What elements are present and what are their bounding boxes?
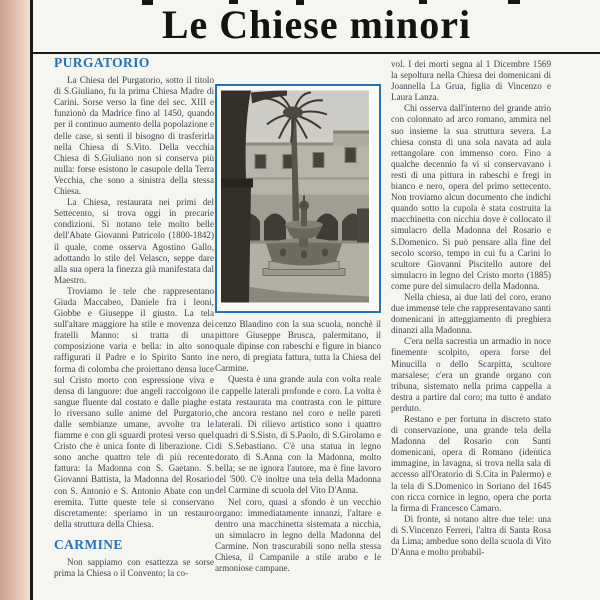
page-frame-top-line — [33, 52, 600, 54]
paragraph: C'era nella sacrestia un armadio in noce finemente scolpito, opera forse del Minucilla o dello Scarpitta, scultore marsalese; c'era un grande organo con tribuna, sistemato nella prima cappella a destra a partire dal coro; ma tutto è andato perduto. — [391, 336, 551, 413]
courtyard-photo-illustration — [221, 90, 369, 303]
left-column — [54, 57, 214, 600]
paragraph: Troviamo le tele che rappresentano Giuda Maccabeo, Daniele fra i leoni, Giobbe e Giuseppe il giusto. La tela sull'altare maggiore ha stile e movenza dei fratelli Manno: si tratta di una composizione varia e bella: in alto sono raffigurati il Padre e lo Spirito Santo in forma di colomba che proiettano densa luce sul Cristo morto con espressione viva e densa di languore: due angeli raccolgono il sangue fluente dal costato e dalle piaghe e lo riversano sulle anime del Purgatorio, dalle sembianze umane, avvolte tra le fiamme e con gli sguardi protesi verso quel Cristo che è unica fonte di liberazione. Ci sono anche quattro tele di più recente fattura: la Madonna con S. Gaetano. S. Giovanni Battista, la Madonna del Rosario con S. Antonio e S. Antonio Abate con un eremita. Tutte queste tele si conservano discretamente: speriamo in un restauro della struttura della Chiesa. — [54, 285, 214, 529]
paragraph: Nella chiesa, ai due lati del coro, erano due immense tele che rappresentavano santi domenicani in atteggiamento di preghiera dinanzi alla Madonna. — [391, 291, 551, 336]
section-heading-carmine: CARMINE — [54, 536, 123, 552]
paragraph: La Chiesa del Purgatorio, sotto il titolo di S.Giuliano, fu la prima Chiesa Madre di Carini. Sorse verso la fine del sec. XIII e funzionò da Madrice fino al 1450, quando per il continuo aumento della popolazione e delle case, si sentì il bisogno di trasferirla nella Chiesa di S.Vito. Della vecchia Chiesa di S.Giuliano non si conserva più nulla: forse esistono le casupole della Terra Vecchia, che sono a sinistra della stessa Chiesa. — [54, 75, 214, 197]
right-column — [391, 59, 551, 600]
section-heading-purgatorio: PURGATORIO — [54, 57, 150, 70]
book-edge-strip — [0, 0, 30, 600]
paragraph: Questa è una grande aula con volta reale e cappelle laterali profonde e coro. La volta è stata restaurata ma contrasta con le pitture che ancora restano nel coro e nelle pareti laterali. Di rilievo artistico sono i quattro quadri di S.Sisto, di S.Paolo, di S.Girolamo e di S.Sebastiano. C'è una statua in legno dorato di S.Anna con la Madonna, molto bella; se ne ignora l'autore, ma è fine lavoro del '500. C'è inoltre una tela della Madonna del Carmine di scuola del Vito D'Anna. — [215, 374, 381, 496]
paragraph: Di fronte, si notano altre due tele: una di S.Vincenzo Ferreri, l'altra di Santa Rosa da Lima; ambedue sono della scuola di Vito D'Anna e molto probabil- — [391, 513, 551, 558]
paragraph: vol. I dei morti segna al 1 Dicembre 1569 la sepoltura nella Chiesa dei domenicani di Joannella La Grua, figlia di Vincenzo e Laura Lanza. — [391, 59, 551, 103]
paragraph: Non sappiamo con esattezza se sorse prima la Chiesa o il Convento; la co- — [54, 557, 214, 579]
middle-column-text — [215, 319, 381, 574]
paragraph: Restano e per fortuna in discreto stato di conservazione, una grande tela della Madonna del Rosario con Santi domenicani, opera di Romano (identica immagine, in lavagna, si trova nella sala di accesso all'Oratorio di S.Cita in Palermo) e la tela di S.Domenico in Soriano del 1645 con ricca cornice in legno, opera che porta la firma di Francesco Camaro. — [391, 414, 551, 513]
paragraph: Nel coro, quasi a sfondo è un vecchio organo: immediatamente innanzi, l'altare e dentro una macchinetta sistemata a nicchia, un simulacro in legno della Madonna del Carmine. Non trascurabili sono nella stessa Chiesa, il Campanile a stile arabo e le armoniose campane. — [215, 496, 381, 574]
cloister-photo — [215, 84, 381, 313]
paragraph: cenzo Blandino con la sua scuola, nonchè il pittore Giuseppe Brusca, palermitano, il quale dipinse con rabeschi e figure in bianco e nero, di pregiata fattura, tutta la Chiesa del Carmine. — [215, 319, 381, 374]
paragraph: La Chiesa, restaurata nei primi del Settecento, si trova oggi in precarie condizioni. Si notano tele molto belle dell'Abate Giovanni Patricolo (1800-1842) il quale, come osserva Agostino Gallo, adottando lo stile del Velasco, seppe dare alla sua opera la finezza già manifestata dal Maestro. — [54, 197, 214, 285]
paragraph: Chi osserva dall'interno del grande atrio con colonnato ad arco romano, ammira nel suo insieme la sua struttura severa. La chiesa consta di una sola navata ad aula rettangolare con immenso coro. Fino a qualche decennio fa vi si conservavano i resti di una pittura in rabeschi e fregi in bianco e nero, opera del primo settecento. Non troviamo alcun documento che indichi quando sotto la cupola è stata costruita la macchinetta con nicchia dove è collocato il simulacro della Madonna del Rosario e S.Domenico. Si può pensare alla fine del secolo scorso, tempo in cui fu a Carini lo scultore Giovanni Piscitello autore del simulacro in legno del Cristo morto (1885) come pure del simulacro della Madonna. — [391, 103, 551, 291]
page-frame-left-line — [30, 0, 33, 600]
middle-column — [215, 84, 381, 574]
page-title: Le Chiese minori — [161, 2, 472, 47]
